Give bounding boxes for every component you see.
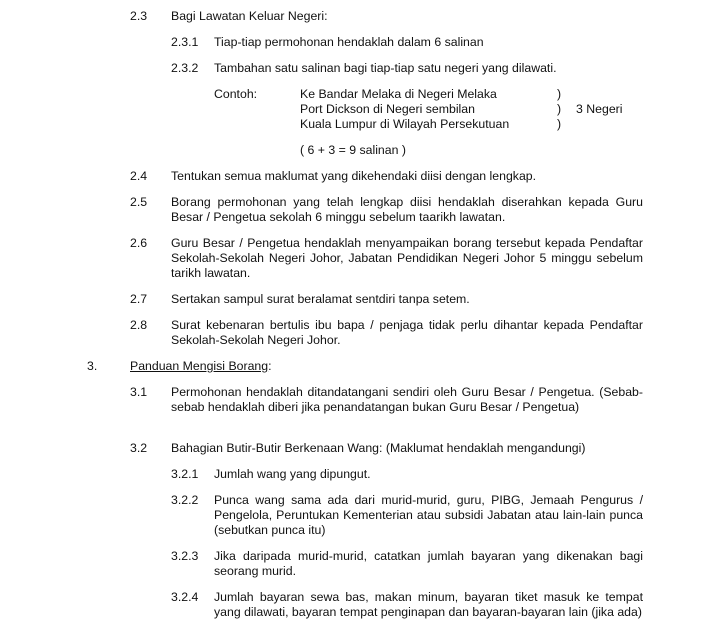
num-2-3-1: 2.3.1	[171, 35, 199, 49]
example-label: Contoh:	[214, 87, 258, 101]
num-3-2-1: 3.2.1	[171, 467, 199, 481]
num-3-2-2: 3.2.2	[171, 493, 199, 507]
section-3-heading-text: Panduan Mengisi Borang	[130, 359, 269, 373]
num-2-5: 2.5	[130, 195, 148, 209]
text-2-7: Sertakan sampul surat beralamat sentdiri tanpa setem.	[171, 292, 470, 306]
text-3-2: Bahagian Butir-Butir Berkenaan Wang: (Maklumat hendaklah mengandungi)	[171, 441, 586, 455]
example-bracket-3: )	[557, 117, 562, 131]
num-2-8: 2.8	[130, 318, 148, 332]
num-3: 3.	[87, 359, 98, 373]
example-formula: ( 6 + 3 = 9 salinan )	[300, 143, 406, 157]
text-3-1: Permohonan hendaklah ditandatangani sendiri oleh Guru Besar / Pengetua. (Sebab-sebab hendaklah diberi jika penandatangan bukan Guru Besar / Pengetua)	[171, 385, 643, 414]
example-row-3: Kuala Lumpur di Wilayah Persekutuan	[300, 117, 510, 131]
num-2-3-2: 2.3.2	[171, 61, 199, 75]
text-2-6: Guru Besar / Pengetua hendaklah menyampaikan borang tersebut kepada Pendaftar Sekolah-Sekolah Negeri Johor, Jabatan Pendidikan Negeri Johor 5 minggu sebelum tarikh lawatan.	[171, 236, 643, 280]
example-bracket-2: )	[557, 102, 562, 116]
heading-2-3: Bagi Lawatan Keluar Negeri:	[171, 9, 328, 23]
text-3-2-1: Jumlah wang yang dipungut.	[214, 467, 371, 481]
num-2-7: 2.7	[130, 292, 148, 306]
example-total: 3 Negeri	[576, 102, 623, 116]
num-3-1: 3.1	[130, 385, 148, 399]
num-3-2-3: 3.2.3	[171, 549, 199, 563]
num-2-4: 2.4	[130, 169, 148, 183]
text-2-5: Borang permohonan yang telah lengkap diisi hendaklah diserahkan kepada Guru Besar / Pengetua sekolah 6 minggu sebelum taarikh lawatan.	[171, 195, 643, 224]
text-3-2-2: Punca wang sama ada dari murid-murid, guru, PIBG, Jemaah Pengurus / Pengelola, Peruntukan Kementerian atau subsidi Jabatan atau lain-lain punca (sebutkan punca itu)	[214, 493, 643, 537]
num-2-6: 2.6	[130, 236, 148, 250]
text-2-8: Surat kebenaran bertulis ibu bapa / penjaga tidak perlu dihantar kepada Pendaftar Sekolah-Sekolah Negeri Johor.	[171, 318, 643, 347]
num-3-2: 3.2	[130, 441, 148, 455]
text-2-3-2: Tambahan satu salinan bagi tiap-tiap satu negeri yang dilawati.	[214, 61, 557, 75]
num-3-2-4: 3.2.4	[171, 590, 199, 604]
text-3-2-4: Jumlah bayaran sewa bas, makan minum, bayaran tiket masuk ke tempat yang dilawati, bayaran tempat penginapan dan bayaran-bayaran lain (jika ada)	[214, 590, 643, 619]
section-3-heading	[130, 359, 272, 374]
text-2-4: Tentukan semua maklumat yang dikehendaki diisi dengan lengkap.	[171, 169, 537, 183]
example-row-1: Ke Bandar Melaka di Negeri Melaka	[300, 87, 497, 101]
example-bracket-1: )	[557, 87, 562, 101]
text-2-3-1: Tiap-tiap permohonan hendaklah dalam 6 salinan	[214, 35, 484, 49]
section-3-heading-colon: :	[268, 359, 272, 373]
example-row-2: Port Dickson di Negeri sembilan	[300, 102, 475, 116]
num-2-3: 2.3	[130, 9, 148, 23]
text-3-2-3: Jika daripada murid-murid, catatkan jumlah bayaran yang dikenakan bagi seorang murid.	[214, 549, 643, 578]
